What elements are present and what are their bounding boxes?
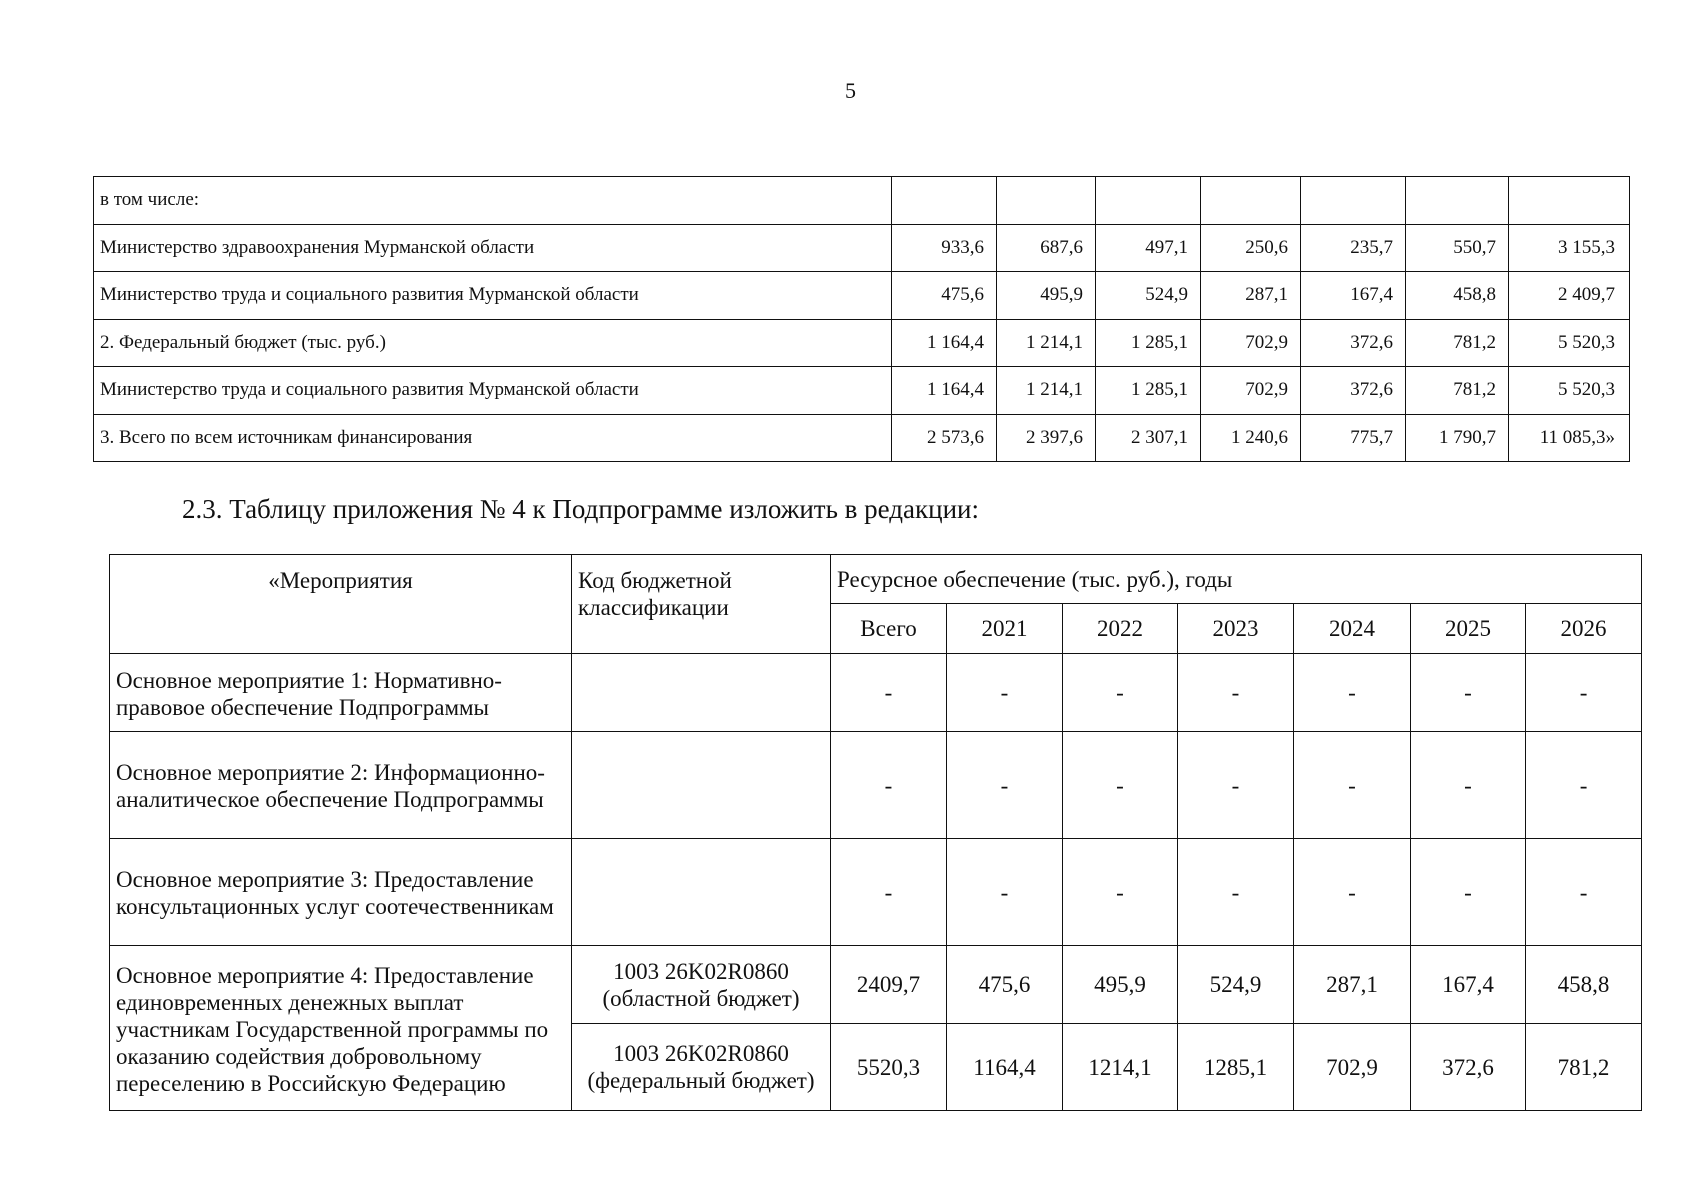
table-row <box>94 272 1630 320</box>
cell-value: 1285,1 <box>1178 1024 1294 1111</box>
cell-value <box>997 177 1096 225</box>
cell-value: 775,7 <box>1301 414 1406 462</box>
header-column: 2022 <box>1063 604 1178 654</box>
cell-value: - <box>831 654 947 732</box>
cell-value: 781,2 <box>1406 319 1509 367</box>
cell-value: 2409,7 <box>831 946 947 1024</box>
cell-value <box>1201 177 1301 225</box>
cell-value: - <box>831 732 947 839</box>
header-column: 2024 <box>1294 604 1411 654</box>
cell-value: - <box>1411 839 1526 946</box>
cell-value <box>1406 177 1509 225</box>
header-row <box>110 555 1642 604</box>
cell-value: 1214,1 <box>1063 1024 1178 1111</box>
cell-value: 1164,4 <box>947 1024 1063 1111</box>
cell-value: 495,9 <box>1063 946 1178 1024</box>
cell-value: - <box>1178 839 1294 946</box>
cell-value: - <box>1294 732 1411 839</box>
header-column: 2025 <box>1411 604 1526 654</box>
cell-value: - <box>947 654 1063 732</box>
cell-value: 781,2 <box>1406 367 1509 415</box>
cell-value: 702,9 <box>1294 1024 1411 1111</box>
header-activities: «Мероприятия <box>110 555 572 654</box>
row-label: в том числе: <box>94 177 892 225</box>
cell-value: 1 164,4 <box>892 319 997 367</box>
cell-value: 11 085,3» <box>1509 414 1630 462</box>
cell-value: - <box>1178 732 1294 839</box>
cell-value: 524,9 <box>1096 272 1201 320</box>
cell-value: 495,9 <box>997 272 1096 320</box>
cell-value: - <box>1526 839 1642 946</box>
header-resources: Ресурсное обеспечение (тыс. руб.), годы <box>831 555 1642 604</box>
cell-value: 458,8 <box>1526 946 1642 1024</box>
table-row <box>110 946 1642 1024</box>
activity-name: Основное мероприятие 2: Информационно-аналитическое обеспечение Подпрограммы <box>110 732 572 839</box>
page-number: 5 <box>845 78 856 103</box>
activity-name: Основное мероприятие 4: Предоставление единовременных денежных выплат участникам Государственной программы по оказанию содействия добровольному переселению в Российскую Федерацию <box>110 946 572 1111</box>
budget-code: 1003 26K02R0860 (областной бюджет) <box>572 946 831 1024</box>
cell-value: - <box>1411 654 1526 732</box>
cell-value: 287,1 <box>1294 946 1411 1024</box>
cell-value: - <box>1294 654 1411 732</box>
row-label: Министерство здравоохранения Мурманской области <box>94 224 892 272</box>
cell-value: - <box>1411 732 1526 839</box>
cell-value: - <box>1526 732 1642 839</box>
cell-value: 1 240,6 <box>1201 414 1301 462</box>
activity-name: Основное мероприятие 3: Предоставление консультационных услуг соотечественникам <box>110 839 572 946</box>
table-row <box>94 224 1630 272</box>
activities-table <box>109 554 1642 1111</box>
cell-value: 458,8 <box>1406 272 1509 320</box>
row-label: Министерство труда и социального развития Мурманской области <box>94 367 892 415</box>
cell-value: 475,6 <box>947 946 1063 1024</box>
cell-value: - <box>1294 839 1411 946</box>
cell-value: - <box>1063 732 1178 839</box>
cell-value: 167,4 <box>1301 272 1406 320</box>
cell-value: 167,4 <box>1411 946 1526 1024</box>
cell-value: - <box>1063 839 1178 946</box>
cell-value: 3 155,3 <box>1509 224 1630 272</box>
cell-value: 372,6 <box>1411 1024 1526 1111</box>
cell-value: 1 285,1 <box>1096 367 1201 415</box>
cell-value: 781,2 <box>1526 1024 1642 1111</box>
cell-value: 702,9 <box>1201 367 1301 415</box>
cell-value <box>1096 177 1201 225</box>
cell-value: 2 397,6 <box>997 414 1096 462</box>
table-row <box>110 732 1642 839</box>
cell-value: 524,9 <box>1178 946 1294 1024</box>
header-column: Всего <box>831 604 947 654</box>
section-heading: 2.3. Таблицу приложения № 4 к Подпрограмме изложить в редакции: <box>182 494 979 524</box>
table-row <box>110 839 1642 946</box>
cell-value: - <box>947 839 1063 946</box>
cell-value: 2 409,7 <box>1509 272 1630 320</box>
cell-value: - <box>947 732 1063 839</box>
cell-value: 550,7 <box>1406 224 1509 272</box>
cell-value <box>1509 177 1630 225</box>
table-row <box>94 319 1630 367</box>
budget-code <box>572 839 831 946</box>
header-column: 2021 <box>947 604 1063 654</box>
activity-name: Основное мероприятие 1: Нормативно-правовое обеспечение Подпрограммы <box>110 654 572 732</box>
budget-code <box>572 654 831 732</box>
financing-table <box>93 176 1630 462</box>
cell-value: 287,1 <box>1201 272 1301 320</box>
header-column: 2026 <box>1526 604 1642 654</box>
row-label: Министерство труда и социального развития Мурманской области <box>94 272 892 320</box>
budget-code: 1003 26K02R0860 (федеральный бюджет) <box>572 1024 831 1111</box>
header-code: Код бюджетной классификации <box>572 555 831 654</box>
cell-value: 497,1 <box>1096 224 1201 272</box>
cell-value: 933,6 <box>892 224 997 272</box>
table-row <box>94 177 1630 225</box>
cell-value: - <box>1063 654 1178 732</box>
cell-value: - <box>1178 654 1294 732</box>
table-row <box>110 654 1642 732</box>
row-label: 2. Федеральный бюджет (тыс. руб.) <box>94 319 892 367</box>
cell-value: 1 214,1 <box>997 367 1096 415</box>
table-row <box>94 367 1630 415</box>
cell-value: 687,6 <box>997 224 1096 272</box>
row-label: 3. Всего по всем источникам финансирования <box>94 414 892 462</box>
cell-value: 250,6 <box>1201 224 1301 272</box>
cell-value: 475,6 <box>892 272 997 320</box>
cell-value: 372,6 <box>1301 367 1406 415</box>
cell-value: 1 214,1 <box>997 319 1096 367</box>
cell-value: - <box>1526 654 1642 732</box>
cell-value: 1 790,7 <box>1406 414 1509 462</box>
cell-value: 5 520,3 <box>1509 319 1630 367</box>
cell-value: 5520,3 <box>831 1024 947 1111</box>
cell-value: 2 307,1 <box>1096 414 1201 462</box>
cell-value: 5 520,3 <box>1509 367 1630 415</box>
cell-value: - <box>831 839 947 946</box>
cell-value: 1 285,1 <box>1096 319 1201 367</box>
header-column: 2023 <box>1178 604 1294 654</box>
cell-value: 2 573,6 <box>892 414 997 462</box>
cell-value: 702,9 <box>1201 319 1301 367</box>
cell-value: 1 164,4 <box>892 367 997 415</box>
budget-code <box>572 732 831 839</box>
table-row <box>94 414 1630 462</box>
cell-value: 235,7 <box>1301 224 1406 272</box>
cell-value <box>892 177 997 225</box>
cell-value: 372,6 <box>1301 319 1406 367</box>
cell-value <box>1301 177 1406 225</box>
